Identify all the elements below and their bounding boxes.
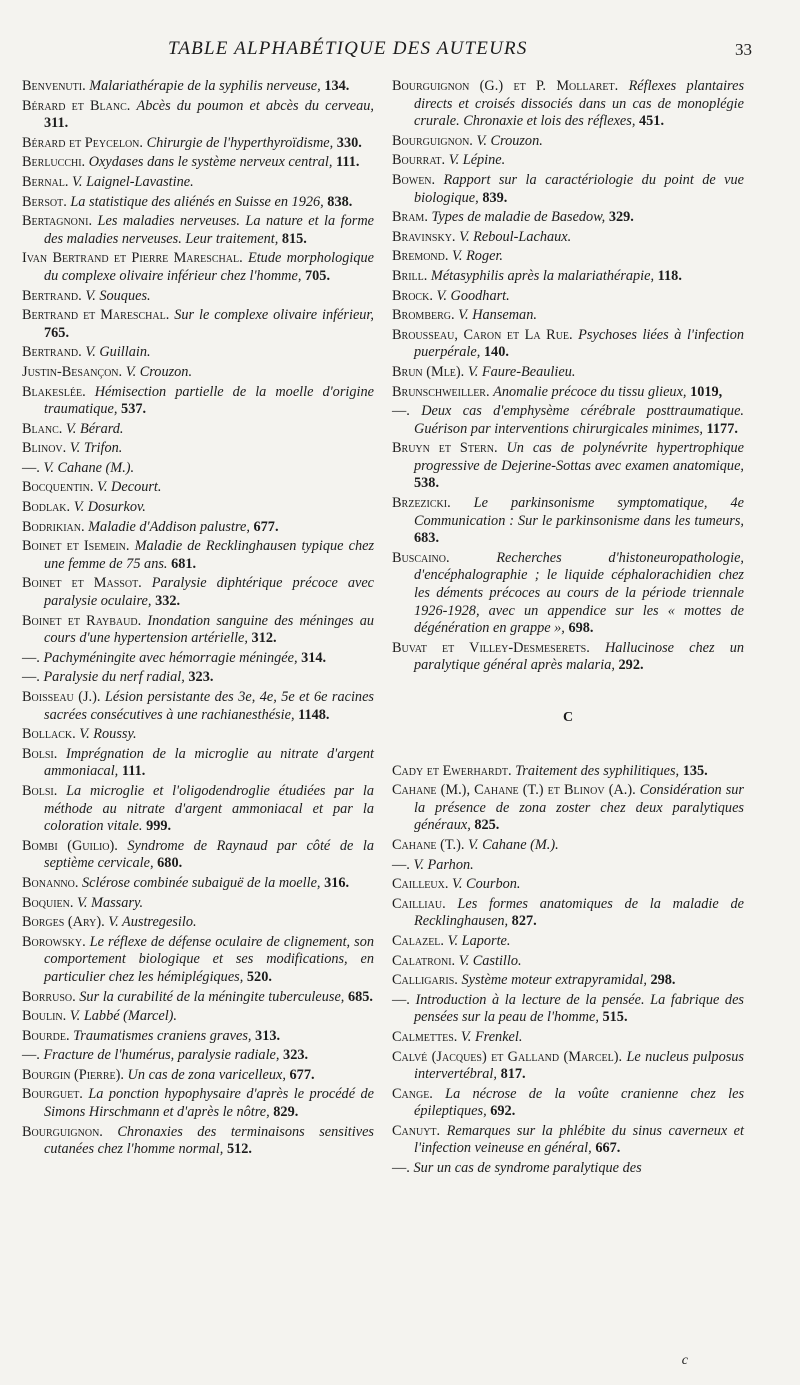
entry-author: Bromberg. — [392, 307, 455, 324]
entry-page-ref: 838. — [327, 193, 353, 210]
index-entry — [392, 1086, 744, 1121]
entry-author: Brzezicki. — [392, 495, 451, 512]
index-entry — [392, 876, 744, 894]
entry-title: V. Frenkel. — [460, 1028, 523, 1045]
entry-title: Malariathérapie de la syphilis nerveuse, — [89, 78, 321, 94]
entry-page-ref: 111. — [121, 763, 146, 780]
entry-title: Les maladies nerveuses. La nature et la forme des maladies nerveuses. Leur traitement, — [44, 213, 374, 247]
entry-author: Calligaris. — [392, 972, 458, 989]
entry-title: Paralysie diphtérique précoce avec paralysie oculaire, — [44, 575, 375, 610]
entry-author: Bocquentin. — [22, 479, 94, 496]
entry-title: V. Guillain. — [85, 344, 151, 361]
entry-author: Blakeslée. — [22, 383, 86, 400]
entry-title: V. Goodhart. — [436, 287, 510, 304]
entry-author: —. — [392, 856, 410, 873]
entry-title: Psychoses liées à l'infection puerpérale, — [414, 326, 744, 361]
entry-title: V. Crouzon. — [476, 132, 543, 149]
entry-title: V. Hanseman. — [458, 307, 537, 324]
entry-author: Bolsi. — [22, 782, 58, 799]
index-entry — [22, 499, 374, 517]
index-entry — [22, 875, 374, 893]
entry-page-ref: 1019, — [690, 383, 723, 400]
entry-title: V. Laignel-Lavastine. — [72, 173, 194, 190]
entry-author: Bowen. — [392, 171, 436, 188]
entry-title: Réflexes plantaires directs et croisés dissociés dans un cas de monoplégie crurale. Chronaxie et lois des réflexes, — [414, 78, 745, 130]
entry-author: Bourguignon. — [22, 1123, 103, 1140]
entry-page-ref: 298. — [650, 972, 676, 989]
entry-page-ref: 815. — [281, 230, 307, 247]
entry-author: Bertrand et Mareschal. — [22, 307, 170, 324]
index-entry — [22, 989, 374, 1007]
index-entry — [22, 650, 374, 668]
index-entry — [392, 992, 744, 1027]
entry-title: Pachyméningite avec hémorragie méningée, — [43, 649, 298, 666]
entry-page-ref: 313. — [255, 1027, 281, 1044]
entry-page-ref: 512. — [226, 1141, 252, 1158]
entry-page-ref: 698. — [568, 620, 594, 637]
entry-title: Paralysie du nerf radial, — [43, 669, 185, 686]
entry-author: Borowsky. — [22, 933, 86, 950]
index-entry — [22, 78, 374, 96]
index-entry — [22, 1086, 374, 1121]
entry-title: Deux cas d'emphysème cérébrale posttraumatique. Guérison par interventions chirurgicales minimes, — [414, 403, 744, 437]
entry-author: Bravinsky. — [392, 228, 456, 245]
index-entry — [22, 934, 374, 987]
entry-author: Bonanno. — [22, 874, 79, 891]
entry-page-ref: 538. — [414, 475, 440, 492]
entry-page-ref: 680. — [157, 855, 183, 872]
entry-title: V. Labbé (Marcel). — [69, 1008, 178, 1025]
entry-page-ref: 537. — [121, 401, 147, 418]
index-entry — [392, 933, 744, 951]
entry-page-ref: 999. — [146, 818, 172, 835]
index-entry — [392, 172, 744, 207]
entry-page-ref: 323. — [188, 669, 214, 686]
entry-title: Sclérose combinée subaiguë de la moelle, — [82, 874, 321, 891]
b-entries — [392, 78, 744, 675]
entry-title: Le parkinsonisme symptomatique, 4e Communication : Sur le parkinsonisme dans les tumeurs, — [414, 495, 744, 529]
entry-author: Cahane (T.). — [392, 836, 465, 853]
entry-author: —. — [392, 1160, 410, 1177]
entry-page-ref: 692. — [490, 1103, 516, 1120]
entry-author: Boinet et Isemein. — [22, 538, 130, 555]
entry-page-ref: 683. — [414, 530, 440, 547]
entry-title: Chirurgie de l'hyperthyroïdisme, — [146, 134, 334, 151]
index-entry — [22, 307, 374, 342]
index-entry — [392, 248, 744, 266]
entry-title: Le nucleus pulposus intervertébral, — [414, 1048, 744, 1083]
index-entry — [392, 1049, 744, 1084]
index-entry — [22, 440, 374, 458]
entry-title: La statistique des aliénés en Suisse en 1926, — [70, 193, 324, 210]
right-column — [392, 78, 744, 1180]
entry-title: Sur le complexe olivaire inférieur, — [174, 307, 374, 324]
entry-title: Rapport sur la caractériologie du point de vue biologique, — [414, 171, 744, 206]
entry-author: Bourgin (Pierre). — [22, 1066, 124, 1083]
index-entry — [22, 838, 374, 873]
index-entry — [22, 384, 374, 419]
index-entry — [392, 1160, 744, 1178]
index-entry — [22, 726, 374, 744]
entry-author: Ivan Bertrand et Pierre Mareschal. — [22, 250, 243, 267]
entry-title: V. Parhon. — [413, 856, 474, 873]
entry-title: Sur un cas de syndrome paralytique des — [413, 1160, 642, 1177]
entry-author: Cahane (M.), Cahane (T.) et Blinov (A.). — [392, 782, 636, 799]
entry-page-ref: 829. — [273, 1104, 299, 1121]
entry-author: —. — [22, 459, 40, 476]
index-entry — [392, 640, 744, 675]
entry-author: Bollack. — [22, 726, 76, 743]
index-entry — [22, 746, 374, 781]
entry-title: V. Lépine. — [448, 152, 506, 169]
entry-title: Inondation sanguine des méninges au cours d'une hypertension artérielle, — [44, 612, 374, 647]
entry-page-ref: 111. — [336, 154, 360, 171]
entry-title: Abcès du poumon et abcès du cerveau, — [136, 97, 375, 114]
entry-page-ref: 685. — [347, 988, 373, 1005]
entry-author: Bourguignon (G.) et P. Mollaret. — [392, 78, 619, 94]
entry-author: Bersot. — [22, 193, 67, 210]
index-entry — [392, 229, 744, 247]
entry-title: Imprégnation de la microglie au nitrate d'argent ammoniacal, — [44, 745, 375, 780]
entry-title: Hémisection partielle de la moelle d'origine traumatique, — [44, 383, 374, 418]
entry-title: Maladie d'Addison palustre, — [88, 518, 250, 535]
index-entry — [392, 209, 744, 227]
index-entry — [22, 421, 374, 439]
entry-author: Boinet et Massot. — [22, 575, 142, 592]
index-entry — [392, 327, 744, 362]
index-entry — [22, 250, 374, 285]
entry-page-ref: 1177. — [706, 420, 738, 437]
index-entry — [392, 857, 744, 875]
index-entry — [392, 133, 744, 151]
index-entry — [392, 152, 744, 170]
entry-author: Bruyn et Stern. — [392, 440, 498, 457]
index-entry — [22, 613, 374, 648]
entry-author: Brun (Mle). — [392, 363, 465, 380]
entry-page-ref: 330. — [336, 134, 362, 151]
entry-page-ref: 1148. — [298, 706, 330, 723]
entry-page-ref: 705. — [305, 267, 331, 284]
entry-title: Recherches d'histoneuropathologie, d'encéphalographie ; le liquide céphalorachidien chez les déments précoces au cours de la période triennale 1926-1928, avec un appendice sur les « mottes de dégénération en grappe », — [414, 549, 744, 637]
index-entry — [22, 154, 374, 172]
entry-author: Bremond. — [392, 248, 449, 265]
entry-page-ref: 311. — [44, 115, 69, 132]
index-entry — [392, 307, 744, 325]
entry-title: Un cas de polynévrite hypertrophique progressive de Dejerine-Sottas avec examen anatomique, — [414, 440, 744, 474]
index-entry — [22, 288, 374, 306]
index-entry — [392, 896, 744, 931]
index-entry — [392, 364, 744, 382]
entry-title: V. Cahane (M.). — [43, 459, 135, 476]
entry-title: Maladie de Recklinghausen typique chez une femme de 75 ans. — [44, 538, 375, 572]
index-entry — [22, 669, 374, 687]
entry-title: V. Faure-Beaulieu. — [467, 363, 576, 380]
index-entry — [392, 384, 744, 402]
entry-page-ref: 825. — [474, 817, 500, 834]
entry-author: Blinov. — [22, 440, 67, 457]
entry-page-ref: 520. — [246, 968, 272, 985]
index-entry — [392, 550, 744, 638]
entry-title: V. Courbon. — [452, 876, 521, 893]
index-entry — [22, 364, 374, 382]
entry-title: V. Trifon. — [69, 440, 123, 457]
entry-title: Fracture de l'humérus, paralysie radiale, — [43, 1047, 280, 1064]
entry-title: V. Decourt. — [97, 479, 162, 496]
index-entry — [392, 495, 744, 548]
entry-author: Bourde. — [22, 1027, 70, 1044]
index-entry — [392, 288, 744, 306]
entry-title: Le réflexe de défense oculaire de clignement, son comportement biologique et ses modifications, en particulier chez les hémiplégiques, — [44, 933, 374, 985]
entry-title: Sur la curabilité de la méningite tuberculeuse, — [79, 988, 345, 1005]
entry-author: Bourguet. — [22, 1086, 83, 1103]
entry-author: Brousseau, Caron et La Rue. — [392, 326, 573, 343]
entry-title: Oxydases dans le système nerveux central, — [88, 154, 333, 171]
entry-page-ref: 817. — [500, 1066, 526, 1083]
entry-title: V. Castillo. — [458, 952, 522, 969]
entry-author: Cange. — [392, 1085, 433, 1102]
entry-page-ref: 667. — [595, 1140, 621, 1157]
index-entry — [22, 914, 374, 932]
entry-author: Borges (Ary). — [22, 914, 105, 931]
entry-author: Calazel. — [392, 932, 444, 949]
entry-page-ref: 332. — [155, 593, 181, 610]
index-entry — [22, 1067, 374, 1085]
entry-title: V. Cahane (M.). — [468, 836, 559, 853]
index-entry — [22, 479, 374, 497]
entry-title: La nécrose de la voûte cranienne chez les épileptiques, — [414, 1085, 745, 1120]
entry-author: Boquien. — [22, 894, 74, 911]
index-entry — [392, 763, 744, 781]
entry-author: Bourguignon. — [392, 132, 473, 149]
entry-page-ref: 677. — [253, 518, 279, 535]
entry-title: V. Massary. — [77, 894, 144, 911]
page-number: 33 — [735, 40, 752, 59]
entry-author: Bérard et Peycelon. — [22, 134, 143, 151]
index-entry — [392, 1029, 744, 1047]
entry-title: Lésion persistante des 3e, 4e, 5e et 6e racines sacrées consécutives à une rachianesthésie, — [44, 689, 374, 723]
entry-author: Boisseau (J.). — [22, 689, 101, 705]
entry-author: Bombi (Guilio). — [22, 837, 118, 854]
entry-author: Bérard et Blanc. — [22, 97, 131, 114]
index-entry — [22, 689, 374, 724]
entry-title: V. Reboul-Lachaux. — [459, 228, 572, 245]
entry-author: Cailliau. — [392, 895, 446, 912]
entry-title: V. Crouzon. — [125, 363, 193, 380]
index-entry — [22, 783, 374, 836]
entry-title: Considération sur la présence de zona zoster chez deux paralytiques généraux, — [414, 782, 744, 834]
entry-page-ref: 515. — [602, 1009, 628, 1026]
entry-author: Calmettes. — [392, 1028, 458, 1045]
entry-page-ref: 314. — [301, 649, 327, 666]
left-column — [22, 78, 374, 1161]
entry-page-ref: 323. — [283, 1047, 309, 1064]
entry-author: Berlucchi. — [22, 154, 86, 171]
entry-title: Syndrome de Raynaud par côté de la septième cervicale, — [44, 837, 374, 872]
index-entry — [22, 1008, 374, 1026]
index-entry — [392, 782, 744, 835]
c-entries — [392, 763, 744, 1178]
index-entry — [22, 538, 374, 573]
entry-page-ref: 312. — [251, 630, 277, 647]
index-entry — [22, 460, 374, 478]
entry-author: Bertrand. — [22, 287, 82, 304]
entry-title: Traumatismes craniens graves, — [73, 1027, 252, 1044]
section-letter: C — [562, 710, 574, 725]
entry-author: Bourrat. — [392, 152, 446, 169]
entry-page-ref: 316. — [324, 874, 350, 891]
index-entry — [392, 1123, 744, 1158]
entry-author: Bertagnoni. — [22, 213, 93, 230]
entry-page-ref: 134. — [324, 78, 350, 94]
entry-author: —. — [22, 669, 40, 686]
entry-title: Anomalie précoce du tissu glieux, — [493, 383, 687, 400]
entry-title: Etude morphologique du complexe olivaire inférieur chez l'homme, — [44, 250, 374, 284]
entry-author: Borruso. — [22, 988, 76, 1005]
entry-author: Buscaino. — [392, 549, 450, 566]
index-entry — [392, 953, 744, 971]
entry-author: Bodlak. — [22, 499, 71, 516]
entry-page-ref: 140. — [483, 344, 509, 361]
entry-title: V. Bérard. — [65, 420, 124, 437]
entry-author: Bram. — [392, 209, 428, 226]
entry-author: Calvé (Jacques) et Galland (Marcel). — [392, 1048, 623, 1065]
entry-title: V. Laporte. — [447, 932, 511, 949]
entry-title: Chronaxies des terminaisons sensitives cutanées chez l'homme normal, — [44, 1123, 374, 1158]
entry-page-ref: 839. — [482, 189, 508, 206]
entry-page-ref: 765. — [44, 324, 70, 341]
index-entry — [22, 135, 374, 153]
entry-author: Benvenuti. — [22, 78, 86, 94]
entry-title: Types de maladie de Basedow, — [431, 209, 606, 226]
index-entry — [22, 1047, 374, 1065]
entry-page-ref: 681. — [171, 555, 197, 572]
index-entry — [392, 268, 744, 286]
index-entry — [22, 519, 374, 537]
entry-page-ref: 118. — [657, 267, 682, 284]
entry-author: Boulin. — [22, 1008, 67, 1025]
entry-author: Buvat et Villey-Desmeserets. — [392, 639, 590, 656]
entry-author: Brill. — [392, 267, 428, 284]
index-entry — [392, 837, 744, 855]
index-entry — [392, 440, 744, 493]
entry-title: La ponction hypophysaire d'après le procédé de Simons Hirschmann et d'après le nôtre, — [44, 1086, 374, 1121]
entry-title: V. Dosurkov. — [73, 499, 146, 516]
index-entry — [392, 78, 744, 131]
entry-page-ref: 827. — [511, 913, 537, 930]
entry-author: Cailleux. — [392, 876, 449, 893]
entry-author: Brunschweiller. — [392, 383, 490, 400]
entry-author: Calatroni. — [392, 952, 456, 969]
entry-author: Bolsi. — [22, 745, 58, 762]
index-entry — [22, 344, 374, 362]
entry-page-ref: 292. — [618, 657, 644, 674]
running-title: TABLE ALPHABÉTIQUE DES AUTEURS — [168, 38, 528, 59]
entry-title: Introduction à la lecture de la pensée. La fabrique des pensées sur la peau de l'homme, — [414, 991, 744, 1026]
entry-author: —. — [22, 649, 40, 666]
entry-title: La microglie et l'oligodendroglie étudiées par la méthode au nitrate d'argent ammoniacal et par la coloration vitale. — [44, 782, 374, 835]
index-entry — [22, 194, 374, 212]
entry-author: —. — [22, 1047, 40, 1064]
entry-title: Traitement des syphilitiques, — [515, 762, 680, 779]
entry-page-ref: 451. — [639, 113, 665, 130]
entry-title: V. Roger. — [452, 248, 503, 265]
entry-author: —. — [392, 403, 410, 420]
entry-page-ref: 677. — [289, 1066, 315, 1083]
index-entry — [22, 98, 374, 133]
index-entry — [22, 895, 374, 913]
entry-author: Bodrikian. — [22, 518, 85, 535]
index-entry — [392, 972, 744, 990]
entry-author: Cady et Ewerhardt. — [392, 762, 512, 779]
index-entry — [22, 213, 374, 248]
index-entry — [22, 174, 374, 192]
entry-author: Brock. — [392, 287, 433, 304]
entry-title: V. Souques. — [85, 287, 151, 304]
signature-mark: c — [681, 1353, 688, 1368]
index-entry — [392, 403, 744, 438]
entry-author: —. — [392, 991, 410, 1008]
entry-title: Système moteur extrapyramidal, — [461, 972, 647, 989]
entry-author: Boinet et Raybaud. — [22, 612, 142, 629]
index-entry — [22, 1124, 374, 1159]
entry-author: Blanc. — [22, 420, 63, 437]
index-entry — [22, 575, 374, 610]
entry-title: V. Austregesilo. — [108, 914, 197, 931]
entry-author: Bernal. — [22, 173, 69, 190]
entry-title: Hallucinose chez un paralytique général après malaria, — [414, 639, 744, 674]
page-header — [0, 0, 800, 60]
entry-title: Remarques sur la phlébite du sinus caverneux et l'infection veineuse en général, — [414, 1122, 745, 1157]
entry-author: Justin-Besançon. — [22, 363, 123, 380]
entry-title: Métasyphilis après la malariathérapie, — [430, 267, 655, 284]
entry-author: Canuyt. — [392, 1122, 441, 1139]
entry-page-ref: 329. — [608, 209, 634, 226]
entry-title: Un cas de zona varicelleux, — [127, 1066, 286, 1083]
entry-page-ref: 135. — [682, 762, 708, 779]
entry-author: Bertrand. — [22, 344, 82, 361]
entry-title: V. Roussy. — [79, 726, 137, 743]
entry-title: Les formes anatomiques de la maladie de Recklinghausen, — [414, 895, 744, 930]
index-entry — [22, 1028, 374, 1046]
